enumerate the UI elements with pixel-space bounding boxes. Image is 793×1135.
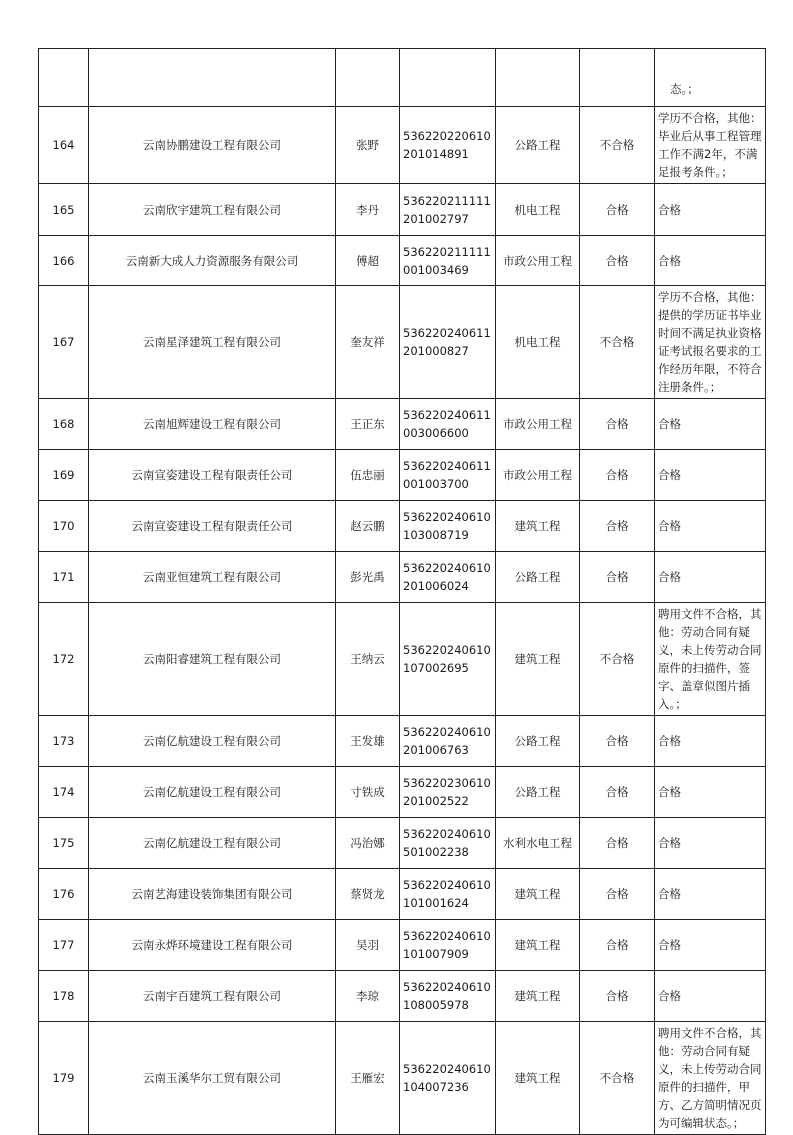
cell-specialty: 公路工程 <box>496 716 580 767</box>
cell-result: 合格 <box>580 184 655 236</box>
table-row <box>39 501 766 552</box>
cell-cert-id: 536220240611201000827 <box>400 286 496 399</box>
cell-no: 178 <box>39 971 89 1022</box>
cell-no: 171 <box>39 552 89 603</box>
cell-specialty: 市政公用工程 <box>496 399 580 450</box>
cell-specialty: 建筑工程 <box>496 971 580 1022</box>
cell-name: 奎友祥 <box>336 286 400 399</box>
cell-name: 赵云鹏 <box>336 501 400 552</box>
cell-note: 合格 <box>655 450 766 501</box>
cell-note: 学历不合格，其他：提供的学历证书毕业时间不满足执业资格证考试报名要求的工作经历年限，不符合注册条件。； <box>655 286 766 399</box>
cell-specialty <box>496 49 580 107</box>
cell-company: 云南旭辉建设工程有限公司 <box>89 399 336 450</box>
cell-name: 吴羽 <box>336 920 400 971</box>
cell-note: 合格 <box>655 501 766 552</box>
cell-company: 云南宣姿建设工程有限责任公司 <box>89 501 336 552</box>
table-row <box>39 869 766 920</box>
table-row <box>39 767 766 818</box>
cell-name: 彭光禹 <box>336 552 400 603</box>
cell-name: 李琼 <box>336 971 400 1022</box>
table-row <box>39 1022 766 1135</box>
cell-cert-id: 536220240610108005978 <box>400 971 496 1022</box>
cell-result: 合格 <box>580 971 655 1022</box>
table-row <box>39 399 766 450</box>
cell-note: 态。； <box>655 49 766 107</box>
cell-company: 云南永烨环境建设工程有限公司 <box>89 920 336 971</box>
cell-company: 云南艺海建设装饰集团有限公司 <box>89 869 336 920</box>
cell-no: 165 <box>39 184 89 236</box>
cell-specialty: 机电工程 <box>496 286 580 399</box>
cell-company <box>89 49 336 107</box>
cell-specialty: 建筑工程 <box>496 1022 580 1135</box>
cell-cert-id: 536220240610101001624 <box>400 869 496 920</box>
cell-note: 合格 <box>655 236 766 286</box>
cell-no: 167 <box>39 286 89 399</box>
results-table <box>38 48 766 1135</box>
table-row <box>39 450 766 501</box>
cell-cert-id <box>400 49 496 107</box>
cell-name: 蔡贤龙 <box>336 869 400 920</box>
cell-name: 冯治娜 <box>336 818 400 869</box>
cell-result: 合格 <box>580 818 655 869</box>
table-row <box>39 603 766 716</box>
cell-name: 傅超 <box>336 236 400 286</box>
cell-name: 寸铁成 <box>336 767 400 818</box>
cell-no: 172 <box>39 603 89 716</box>
cell-specialty: 建筑工程 <box>496 603 580 716</box>
cell-cert-id: 536220211111001003469 <box>400 236 496 286</box>
cell-specialty: 市政公用工程 <box>496 450 580 501</box>
cell-name: 伍忠丽 <box>336 450 400 501</box>
cell-no: 177 <box>39 920 89 971</box>
cell-no: 176 <box>39 869 89 920</box>
table-row <box>39 236 766 286</box>
cell-cert-id: 536220240610103008719 <box>400 501 496 552</box>
cell-specialty: 市政公用工程 <box>496 236 580 286</box>
cell-cert-id: 536220240610107002695 <box>400 603 496 716</box>
cell-cert-id: 536220240610501002238 <box>400 818 496 869</box>
cell-cert-id: 536220220610201014891 <box>400 107 496 184</box>
cell-company: 云南亿航建设工程有限公司 <box>89 767 336 818</box>
cell-cert-id: 536220240610104007236 <box>400 1022 496 1135</box>
cell-no: 174 <box>39 767 89 818</box>
cell-result: 不合格 <box>580 107 655 184</box>
cell-no: 168 <box>39 399 89 450</box>
table-row-continuation <box>39 49 766 107</box>
cell-company: 云南亿航建设工程有限公司 <box>89 818 336 869</box>
cell-name <box>336 49 400 107</box>
cell-no: 170 <box>39 501 89 552</box>
cell-result: 合格 <box>580 716 655 767</box>
cell-specialty: 建筑工程 <box>496 501 580 552</box>
cell-result: 不合格 <box>580 286 655 399</box>
cell-cert-id: 536220240611003006600 <box>400 399 496 450</box>
cell-no <box>39 49 89 107</box>
table-row <box>39 552 766 603</box>
cell-result: 合格 <box>580 501 655 552</box>
cell-cert-id: 536220240610201006024 <box>400 552 496 603</box>
cell-result: 合格 <box>580 767 655 818</box>
table-row <box>39 107 766 184</box>
cell-cert-id: 536220240611001003700 <box>400 450 496 501</box>
cell-company: 云南阳睿建筑工程有限公司 <box>89 603 336 716</box>
cell-note: 合格 <box>655 818 766 869</box>
cell-note: 合格 <box>655 869 766 920</box>
cell-note: 合格 <box>655 184 766 236</box>
cell-specialty: 公路工程 <box>496 767 580 818</box>
cell-note: 聘用文件不合格，其他：劳动合同有疑义，未上传劳动合同原件的扫描件，甲方、乙方简明情况页为可编辑状态。； <box>655 1022 766 1135</box>
table-row <box>39 716 766 767</box>
cell-note: 合格 <box>655 716 766 767</box>
cell-result: 合格 <box>580 450 655 501</box>
cell-cert-id: 536220230610201002522 <box>400 767 496 818</box>
cell-specialty: 建筑工程 <box>496 869 580 920</box>
cell-result: 合格 <box>580 920 655 971</box>
cell-no: 166 <box>39 236 89 286</box>
cell-company: 云南新大成人力资源服务有限公司 <box>89 236 336 286</box>
cell-specialty: 机电工程 <box>496 184 580 236</box>
table-row <box>39 184 766 236</box>
cell-name: 王雁宏 <box>336 1022 400 1135</box>
cell-company: 云南星泽建筑工程有限公司 <box>89 286 336 399</box>
cell-note: 合格 <box>655 920 766 971</box>
cell-specialty: 公路工程 <box>496 552 580 603</box>
cell-no: 173 <box>39 716 89 767</box>
cell-note: 合格 <box>655 971 766 1022</box>
cell-cert-id: 536220240610101007909 <box>400 920 496 971</box>
cell-company: 云南宣姿建设工程有限责任公司 <box>89 450 336 501</box>
cell-note: 合格 <box>655 552 766 603</box>
cell-specialty: 建筑工程 <box>496 920 580 971</box>
cell-company: 云南亚恒建筑工程有限公司 <box>89 552 336 603</box>
cell-result <box>580 49 655 107</box>
cell-no: 179 <box>39 1022 89 1135</box>
cell-result: 合格 <box>580 869 655 920</box>
cell-no: 164 <box>39 107 89 184</box>
cell-no: 175 <box>39 818 89 869</box>
table-row <box>39 920 766 971</box>
cell-specialty: 公路工程 <box>496 107 580 184</box>
cell-name: 王正东 <box>336 399 400 450</box>
table-row <box>39 971 766 1022</box>
cell-company: 云南欣宇建筑工程有限公司 <box>89 184 336 236</box>
cell-company: 云南玉溪华尔工贸有限公司 <box>89 1022 336 1135</box>
cell-name: 张野 <box>336 107 400 184</box>
cell-company: 云南宇百建筑工程有限公司 <box>89 971 336 1022</box>
cell-note: 聘用文件不合格，其他：劳动合同有疑义，未上传劳动合同原件的扫描件，签字、盖章似图片插入。； <box>655 603 766 716</box>
cell-result: 不合格 <box>580 1022 655 1135</box>
cell-note: 合格 <box>655 399 766 450</box>
cell-result: 合格 <box>580 236 655 286</box>
cell-name: 李丹 <box>336 184 400 236</box>
cell-name: 王纳云 <box>336 603 400 716</box>
cell-result: 合格 <box>580 399 655 450</box>
table-row <box>39 818 766 869</box>
cell-specialty: 水利水电工程 <box>496 818 580 869</box>
cell-result: 合格 <box>580 552 655 603</box>
cell-company: 云南亿航建设工程有限公司 <box>89 716 336 767</box>
cell-company: 云南协鹏建设工程有限公司 <box>89 107 336 184</box>
cell-note: 学历不合格，其他：毕业后从事工程管理工作不满2年，不满足报考条件。； <box>655 107 766 184</box>
cell-name: 王发雄 <box>336 716 400 767</box>
table-row <box>39 286 766 399</box>
cell-no: 169 <box>39 450 89 501</box>
cell-note: 合格 <box>655 767 766 818</box>
cell-cert-id: 536220240610201006763 <box>400 716 496 767</box>
cell-cert-id: 536220211111201002797 <box>400 184 496 236</box>
cell-result: 不合格 <box>580 603 655 716</box>
